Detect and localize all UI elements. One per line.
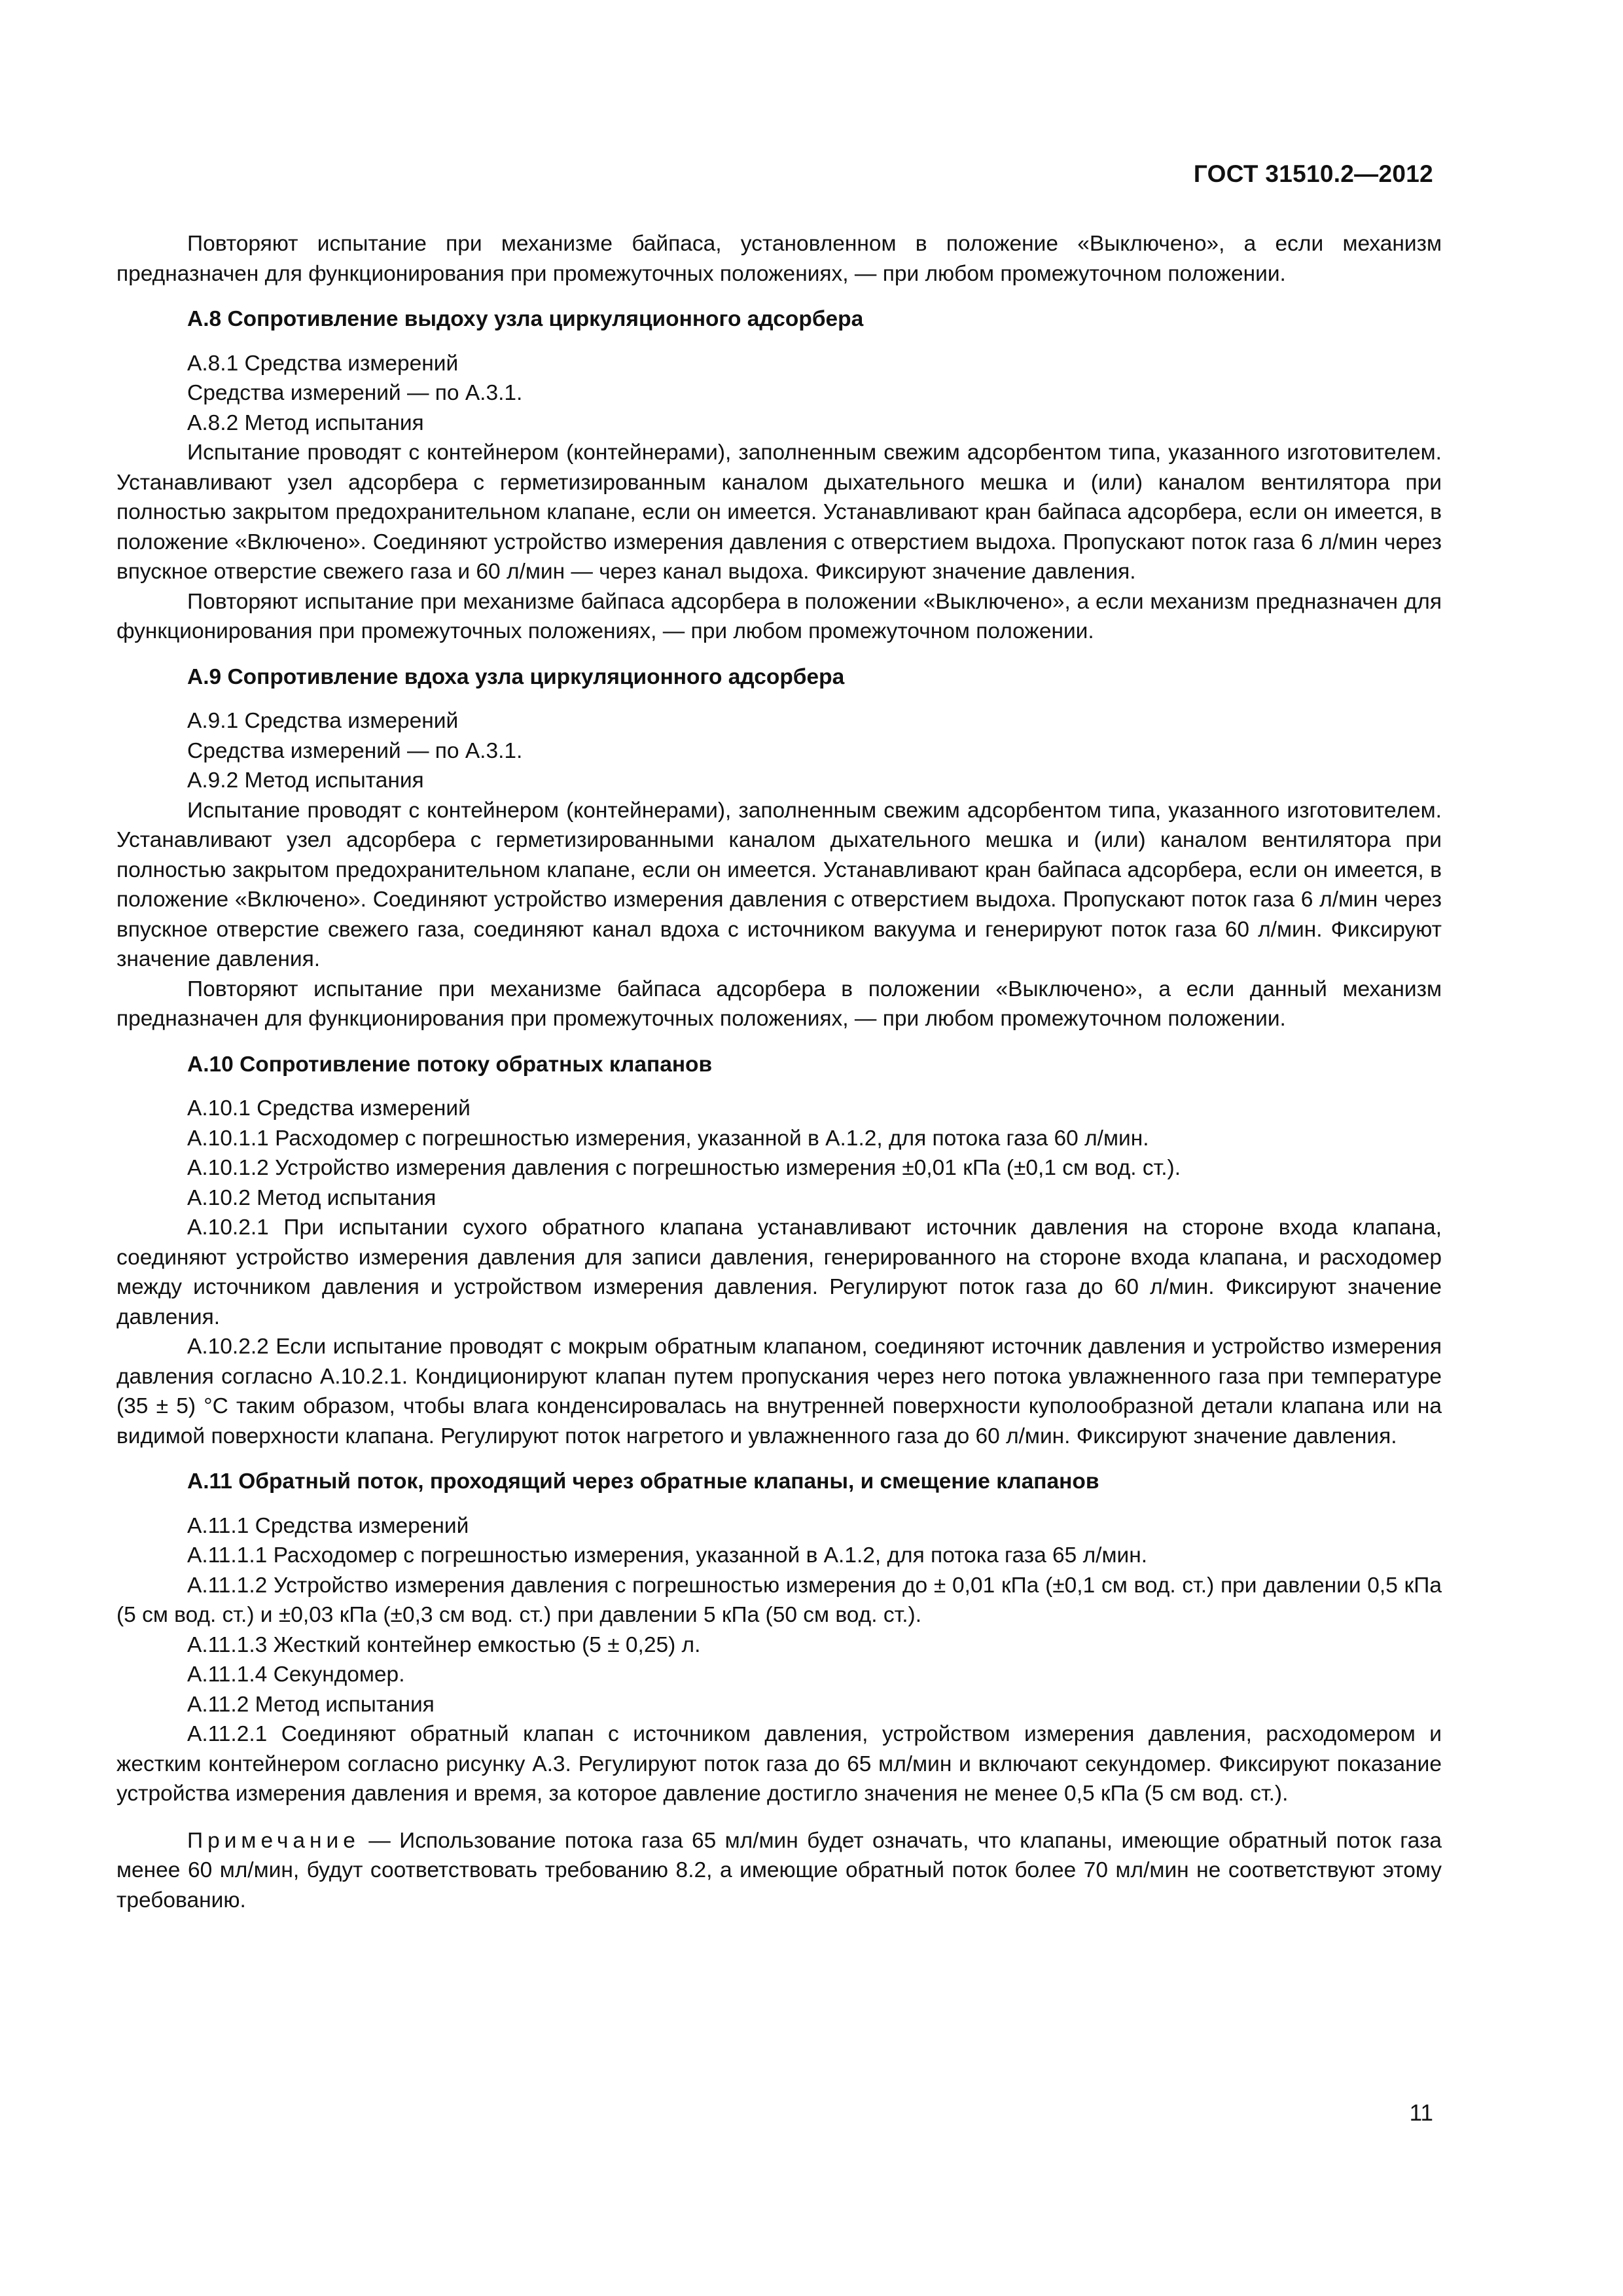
paragraph: А.11.1.1 Расходомер с погрешностью измерения, указанной в А.1.2, для потока газа 65 л/мин. xyxy=(187,1543,1148,1568)
subsection-heading: А.11.2 Метод испытания xyxy=(187,1692,435,1717)
paragraph: А.11.1.3 Жесткий контейнер емкостью (5 ± 0,25) л. xyxy=(187,1632,701,1657)
subsection-heading: А.9.2 Метод испытания xyxy=(187,768,424,793)
paragraph: Повторяют испытание при механизме байпаса, установленном в положение «Выключено», а если механизм предназначен для функционирования при промежуточных положениях, — при любом промежуточном положении. xyxy=(116,232,1442,286)
section-heading-a9: А.9 Сопротивление вдоха узла циркуляционного адсорбера xyxy=(187,664,845,689)
paragraph: А.10.2.2 Если испытание проводят с мокрым обратным клапаном, соединяют источник давления и устройство измерения давления согласно А.10.2.1. Кондиционируют клапан путем пропускания через него потока увлажненного газа при температуре (35 ± 5) °С таким образом, чтобы влага конденсировалась на внутренней поверхности куполообразной детали клапана или на видимой поверхности клапана. Регулируют поток нагретого и увлажненного газа до 60 л/мин. Фиксируют значение давления. xyxy=(116,1335,1442,1448)
note-label: Примечание xyxy=(187,1828,360,1853)
page-number: 11 xyxy=(1409,2100,1433,2126)
document-body xyxy=(116,229,1442,1915)
section-heading-a10: А.10 Сопротивление потоку обратных клапанов xyxy=(187,1052,713,1077)
subsection-heading: А.8.1 Средства измерений xyxy=(187,351,459,376)
paragraph: А.11.1.4 Секундомер. xyxy=(187,1662,405,1687)
subsection-heading: А.9.1 Средства измерений xyxy=(187,709,459,733)
subsection-heading: А.11.1 Средства измерений xyxy=(187,1513,469,1538)
subsection-heading: А.10.2 Метод испытания xyxy=(187,1185,437,1210)
paragraph: А.10.1.2 Устройство измерения давления с погрешностью измерения ±0,01 кПа (±0,1 см вод. ст.). xyxy=(187,1156,1181,1180)
document-header: ГОСТ 31510.2—2012 xyxy=(1193,160,1433,187)
section-heading-a8: А.8 Сопротивление выдоху узла циркуляционного адсорбера xyxy=(187,307,864,331)
paragraph: Испытание проводят с контейнером (контейнерами), заполненным свежим адсорбентом типа, указанного изготовителем. Устанавливают узел адсорбера с герметизированными каналом дыхательного мешка и (или) каналом вентилятора при полностью закрытом предохранительном клапане, если он имеется. Устанавливают кран байпаса адсорбера, если он имеется, в положение «Включено». Соединяют устройство измерения давления с отверстием выдоха. Пропускают поток газа 6 л/мин через впускное отверстие свежего газа, соединяют канал вдоха с источником вакуума и генерируют поток газа 60 л/мин. Фиксируют значение давления. xyxy=(116,798,1442,971)
paragraph: Испытание проводят с контейнером (контейнерами), заполненным свежим адсорбентом типа, указанного изготовителем. Устанавливают узел адсорбера с герметизированным каналом дыхательного мешка и (или) каналом вентилятора при полностью закрытом предохранительном клапане, если он имеется. Устанавливают кран байпаса адсорбера, если он имеется, в положение «Включено». Соединяют устройство измерения давления с отверстием выдоха. Пропускают поток газа 6 л/мин через впускное отверстие свежего газа и 60 л/мин — через канал выдоха. Фиксируют значение давления. xyxy=(116,440,1442,584)
paragraph: А.11.1.2 Устройство измерения давления с погрешностью измерения до ± 0,01 кПа (±0,1 см вод. ст.) при давлении 0,5 кПа (5 см вод. ст.) и ±0,03 кПа (±0,3 см вод. ст.) при давлении 5 кПа (50 см вод. ст.). xyxy=(116,1573,1442,1627)
paragraph: Средства измерений — по А.3.1. xyxy=(187,738,523,763)
note-text: — Использование потока газа 65 мл/мин будет означать, что клапаны, имеющие обратный поток газа менее 60 мл/мин, будут соответствовать требованию 8.2, а имеющие обратный поток более 70 мл/мин не соответствуют этому требованию. xyxy=(116,1828,1442,1912)
paragraph: Повторяют испытание при механизме байпаса адсорбера в положении «Выключено», а если данный механизм предназначен для функционирования при промежуточных положениях, — при любом промежуточном положении. xyxy=(116,977,1442,1031)
paragraph: Повторяют испытание при механизме байпаса адсорбера в положении «Выключено», а если механизм предназначен для функционирования при промежуточных положениях, — при любом промежуточном положении. xyxy=(116,589,1442,643)
paragraph: А.10.2.1 При испытании сухого обратного клапана устанавливают источник давления на стороне входа клапана, соединяют устройство измерения давления для записи давления, генерированного на стороне входа клапана, и расходомер между источником давления и устройством измерения давления. Регулируют поток газа до 60 л/мин. Фиксируют значение давления. xyxy=(116,1215,1442,1329)
subsection-heading: А.8.2 Метод испытания xyxy=(187,410,424,435)
paragraph: А.11.2.1 Соединяют обратный клапан с источником давления, устройством измерения давления, расходомером и жестким контейнером согласно рисунку А.3. Регулируют поток газа до 65 мл/мин и включают секундомер. Фиксируют показание устройства измерения давления и время, за которое давление достигло значения не менее 0,5 кПа (5 см вод. ст.). xyxy=(116,1722,1442,1806)
paragraph: Средства измерений — по А.3.1. xyxy=(187,381,523,405)
section-heading-a11: А.11 Обратный поток, проходящий через обратные клапаны, и смещение клапанов xyxy=(187,1469,1099,1494)
paragraph: А.10.1.1 Расходомер с погрешностью измерения, указанной в А.1.2, для потока газа 60 л/мин. xyxy=(187,1126,1149,1151)
subsection-heading: А.10.1 Средства измерений xyxy=(187,1096,471,1121)
note-paragraph xyxy=(116,1826,1442,1916)
